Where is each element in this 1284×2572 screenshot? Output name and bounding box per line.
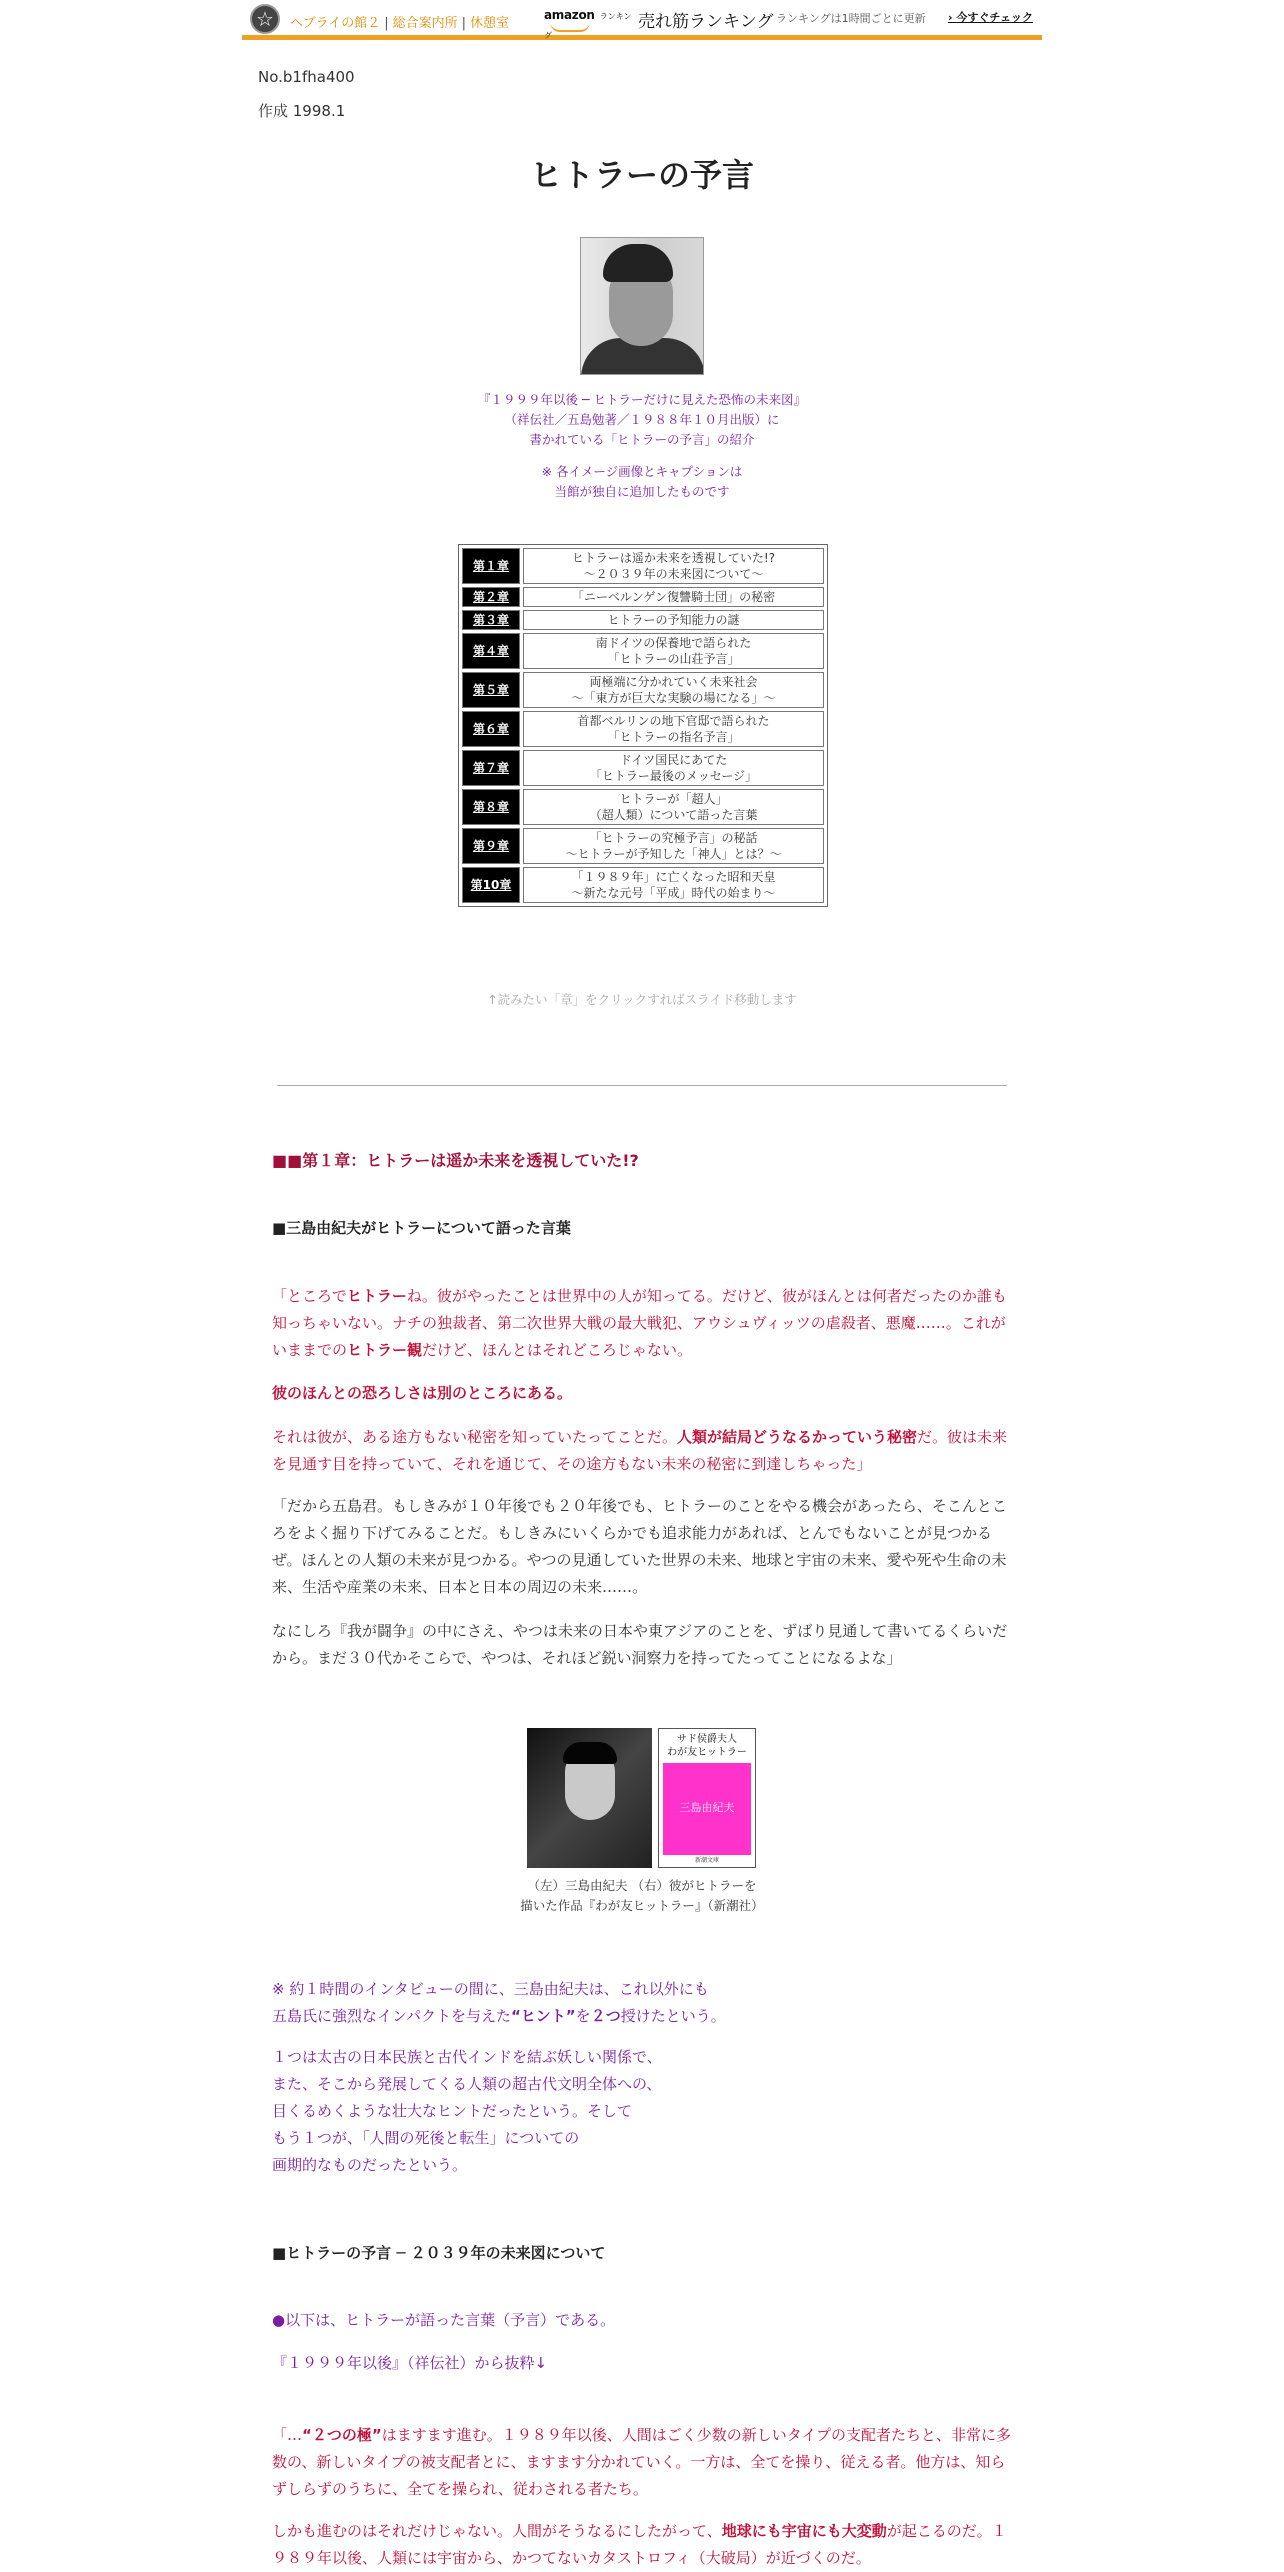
toc-chapter-link[interactable]: 第７章 — [462, 750, 520, 786]
toc-chapter-title: 「ヒトラーの究極予言」の秘話 ～ヒトラーが予知した「神人」とは？～ — [523, 828, 824, 864]
toc-note: ↑読みたい「章」をクリックすればスライド移動します — [487, 992, 797, 1007]
paragraph-8: ●以下は、ヒトラーが語った言葉（予言）である。 — [272, 2311, 616, 2329]
toc-chapter-title: 両極端に分かれていく未来社会 ～「東方が巨大な実験の場になる」～ — [523, 672, 824, 708]
toc-chapter-title: ヒトラーは遥か未来を透視していた!? ～２０３９年の未来図について～ — [523, 548, 824, 584]
toc-row — [462, 750, 824, 786]
toc-chapter-link[interactable]: 第４章 — [462, 633, 520, 669]
star-of-david-icon[interactable]: ☆ — [250, 4, 280, 34]
toc-row — [462, 672, 824, 708]
toc-chapter-link[interactable]: 第10章 — [462, 867, 520, 903]
toc-row — [462, 633, 824, 669]
toc-chapter-title: ドイツ国民にあてた 「ヒトラー最後のメッセージ」 — [523, 750, 824, 786]
paragraph-11: しかも進むのはそれだけじゃない。人間がそうなるにしたがって、地球にも宇宙にも大変動が起こるのだ。１９８９年以後、人類には宇宙から、かつてないカタストロフィ（大破局）が近づくのだ。 — [272, 2522, 1007, 2567]
image-note: ※ 各イメージ画像とキャプションは 当館が独自に追加したものです — [541, 464, 743, 499]
paragraph-3: それは彼が、ある途方もない秘密を知っていたってことだ。人類が結局どうなるかっていう秘密だ。彼は未来を見通す目を持っていて、それを通じて、その途方もない未来の秘密に到達しちゃった」 — [272, 1428, 1008, 1473]
toc-chapter-title: ヒトラーの予知能力の謎 — [523, 610, 824, 630]
link-general-info[interactable]: 総合案内所 — [392, 16, 458, 31]
hitler-portrait — [580, 237, 704, 375]
doc-number: No.b1fha400 — [258, 68, 355, 86]
mishima-subheading: ■三島由紀夫がヒトラーについて語った言葉 — [272, 1219, 571, 1237]
toc-chapter-link[interactable]: 第１章 — [462, 548, 520, 584]
photo-caption: （左）三島由紀夫 （右）彼がヒトラーを 描いた作品『わが友ヒットラー』（新潮社） — [520, 1878, 764, 1913]
divider — [277, 1085, 1007, 1086]
link-hebrew-house[interactable]: ヘブライの館２ — [290, 16, 381, 31]
toc-chapter-link[interactable]: 第９章 — [462, 828, 520, 864]
portrait-caption: 『１９９９年以後 ─ ヒトラーだけに見えた恐怖の未来図』 （祥伝社／五島勉著／１９８８年１０月出版）に 書かれている「ヒトラーの予言」の紹介 — [478, 392, 806, 447]
toc-chapter-link[interactable]: 第２章 — [462, 587, 520, 607]
paragraph-4: 「だから五島君。もしきみが１０年後でも２０年後でも、ヒトラーのことをやる機会があったら、そこんところをよく掘り下げてみることだ。もしきみにいくらかでも追求能力があれば、とんでもないことが見つかるぜ。ほんとの人類の未来が見つかる。やつの見通していた世界の未来、地球と宇宙の未来、愛や死や生命の未来、生活や産業の未来、日本と日本の周辺の未来……。 — [272, 1497, 1007, 1596]
page-title: ヒトラーの予言 — [529, 156, 754, 194]
paragraph-6: ※ 約１時間のインタビューの間に、三島由紀夫は、これ以外にも 五島氏に強烈なインパクトを与えた“ヒント”を２つ授けたという。 — [272, 1980, 726, 2025]
toc-chapter-link[interactable]: 第６章 — [462, 711, 520, 747]
amazon-ranking-banner[interactable] — [540, 0, 1042, 40]
toc-chapter-title: 「１９８９年」に亡くなった昭和天皇 ～新たな元号「平成」時代の始まり～ — [523, 867, 824, 903]
check-now-link[interactable]: › 今すぐチェック — [948, 11, 1034, 24]
prophecy-subheading: ■ヒトラーの予言 ─ ２０３９年の未来図について — [272, 2244, 606, 2262]
paragraph-1: 「ところでヒトラーね。彼がやったことは世界中の人が知ってる。だけど、彼がほんとは何者だったのか誰も知っちゃいない。ナチの独裁者、第二次世界大戦の最大戦犯、アウシュヴィッツの虐殺者、悪魔……。これがいままでのヒトラー観だけど、ほんとはそれどころじゃない。 — [272, 1287, 1007, 1359]
toc-row — [462, 587, 824, 607]
table-of-contents — [458, 544, 828, 907]
toc-chapter-link[interactable]: 第３章 — [462, 610, 520, 630]
ranking-title: 売れ筋ランキング — [638, 12, 774, 32]
chapter1-heading: ■■第１章：ヒトラーは遥か未来を透視していた!? — [272, 1151, 639, 1170]
doc-created: 作成 1998.1 — [258, 102, 346, 120]
paragraph-10: 「…“２つの極”はますます進む。１９８９年以後、人間はごく少数の新しいタイプの支配者たちと、非常に多数の、新しいタイプの被支配者とに、ますます分かれていく。一方は、全てを操り、従える者。他方は、知らずしらずのうちに、全てを操られ、従わされる者たち。 — [272, 2426, 1011, 2498]
toc-row — [462, 610, 824, 630]
mishima-photo — [527, 1728, 652, 1868]
ranking-update-note: ランキングは1時間ごとに更新 — [776, 12, 926, 25]
toc-row — [462, 711, 824, 747]
toc-chapter-title: 南ドイツの保養地で語られた 「ヒトラーの山荘予言」 — [523, 633, 824, 669]
toc-chapter-title: ヒトラーが「超人」 （超人類）について語った言葉 — [523, 789, 824, 825]
toc-row — [462, 789, 824, 825]
toc-chapter-link[interactable]: 第８章 — [462, 789, 520, 825]
paragraph-2: 彼のほんとの恐ろしさは別のところにある。 — [272, 1384, 573, 1402]
paragraph-9: 『１９９９年以後』（祥伝社）から抜粋↓ — [272, 2354, 548, 2372]
toc-chapter-link[interactable]: 第５章 — [462, 672, 520, 708]
toc-chapter-title: 「ニーベルンゲン復讐騎士団」の秘密 — [523, 587, 824, 607]
toc-row — [462, 548, 824, 584]
top-links: ヘブライの館２ | 総合案内所 | 休憩室 — [290, 16, 510, 31]
paragraph-7: １つは太古の日本民族と古代インドを結ぶ妖しい関係で、 また、そこから発展してくる人類の超古代文明全体への、 目くるめくような壮大なヒントだったという。そして もう１つが、「人間の死後と転生」についての 画期的なものだったという。 — [272, 2048, 662, 2174]
toc-row — [462, 828, 824, 864]
paragraph-5: なにしろ『我が闘争』の中にさえ、やつは未来の日本や東アジアのことを、ずばり見通して書いてるくらいだから。まだ３０代かそこらで、やつは、それほど鋭い洞察力を持ってたってことになるよな」 — [272, 1622, 1008, 1667]
toc-chapter-title: 首都ベルリンの地下官邸で語られた 「ヒトラーの指名予言」 — [523, 711, 824, 747]
book-cover: サド侯爵夫人 わが友ヒットラー 三島由紀夫 新潮文庫 — [658, 1728, 756, 1868]
amazon-logo-icon: amazon ランキング — [544, 8, 632, 40]
top-bar — [242, 0, 1042, 40]
toc-row — [462, 867, 824, 903]
link-lounge[interactable]: 休憩室 — [470, 16, 510, 31]
